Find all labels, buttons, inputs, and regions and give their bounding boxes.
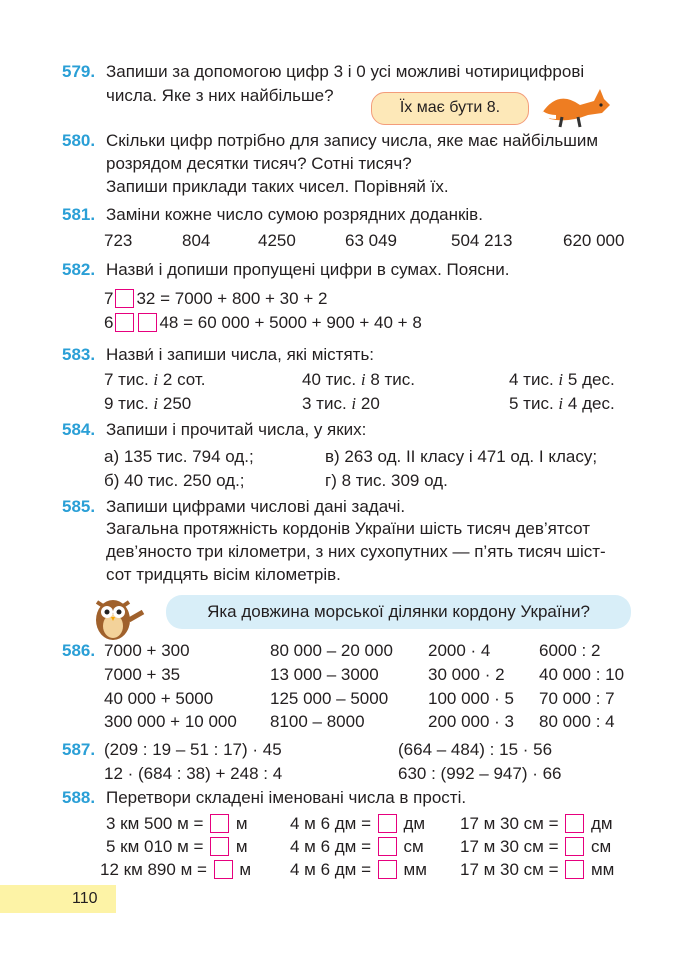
exercise-text: Запиши цифрами числові дані задачі. bbox=[106, 497, 406, 516]
number-item: 620 000 bbox=[563, 231, 625, 250]
answer-box[interactable] bbox=[210, 837, 229, 856]
exercise-text: числа. Яке з них найбільше? bbox=[106, 86, 334, 105]
expression: 2000 · 4 bbox=[428, 641, 491, 660]
expression: 6000 : 2 bbox=[539, 641, 601, 660]
exercise-text: дев’яносто три кілометри, з них сухопутних — п’ять тисяч шіст- bbox=[106, 542, 606, 561]
conversion-item: 17 м 30 см = дм bbox=[460, 814, 613, 833]
hint-text: Їх має бути 8. bbox=[399, 99, 501, 116]
expression: 12 · (684 : 38) + 248 : 4 bbox=[104, 764, 283, 783]
sum-row bbox=[104, 288, 327, 310]
expression: 125 000 – 5000 bbox=[270, 689, 389, 708]
expression: 300 000 + 10 000 bbox=[104, 712, 237, 731]
expression: 40 000 : 10 bbox=[539, 665, 625, 684]
exercise-text: Назви́ і допиши пропущені цифри в сумах. Поясни. bbox=[106, 260, 510, 279]
expression: 8100 – 8000 bbox=[270, 712, 365, 731]
number-description: 4 тис. і 5 дес. bbox=[509, 370, 615, 389]
number-description: 3 тис. і 20 bbox=[302, 394, 380, 413]
exercise-text: Загальна протяжність кордонів України шість тисяч дев’ятсот bbox=[106, 519, 591, 538]
answer-box[interactable] bbox=[210, 814, 229, 833]
fox-icon bbox=[538, 83, 614, 129]
conversion-item: 4 м 6 дм = см bbox=[290, 837, 424, 856]
exercise-number: 586. bbox=[62, 641, 96, 660]
number-description: 9 тис. і 250 bbox=[104, 394, 192, 413]
number-item: 804 bbox=[182, 231, 211, 250]
answer-box[interactable] bbox=[378, 814, 397, 833]
sum-rest: 32 = 7000 + 800 + 30 + 2 bbox=[136, 289, 328, 308]
answer-box[interactable] bbox=[115, 313, 134, 332]
task-item: б) 40 тис. 250 од.; bbox=[104, 471, 245, 490]
expression: 200 000 · 3 bbox=[428, 712, 515, 731]
sum-start: 6 bbox=[104, 313, 114, 332]
conversion-item: 5 км 010 м = м bbox=[106, 837, 248, 856]
exercise-number: 584. bbox=[62, 420, 96, 439]
page-number-bar bbox=[0, 885, 116, 913]
answer-box[interactable] bbox=[378, 837, 397, 856]
hint-bubble bbox=[371, 92, 529, 125]
expression: 630 : (992 – 947) · 66 bbox=[398, 764, 562, 783]
answer-box[interactable] bbox=[565, 837, 584, 856]
conversion-item: 17 м 30 см = см bbox=[460, 837, 612, 856]
exercise-number: 588. bbox=[62, 788, 96, 807]
exercise-number: 580. bbox=[62, 131, 96, 150]
expression: (209 : 19 – 51 : 17) · 45 bbox=[104, 740, 282, 759]
page-number: 110 bbox=[72, 890, 98, 907]
exercise-number: 581. bbox=[62, 205, 96, 224]
exercise-text: Заміни кожне число сумою розрядних доданків. bbox=[106, 205, 483, 224]
exercise-text: Запиши за допомогою цифр 3 і 0 усі можливі чотирицифрові bbox=[106, 62, 585, 81]
expression: 70 000 : 7 bbox=[539, 689, 615, 708]
expression: 13 000 – 3000 bbox=[270, 665, 379, 684]
number-description: 7 тис. і 2 сот. bbox=[104, 370, 206, 389]
exercise-text: Скільки цифр потрібно для запису числа, яке має найбільшим bbox=[106, 131, 599, 150]
exercise-text: Запиши приклади таких чисел. Порівняй їх. bbox=[106, 177, 449, 196]
question-text: Яка довжина морської ділянки кордону України? bbox=[207, 602, 590, 621]
conversion-item: 4 м 6 дм = дм bbox=[290, 814, 426, 833]
expression: 100 000 · 5 bbox=[428, 689, 515, 708]
expression: 80 000 – 20 000 bbox=[270, 641, 393, 660]
exercise-number: 579. bbox=[62, 62, 96, 81]
answer-box[interactable] bbox=[138, 313, 157, 332]
exercise-number: 583. bbox=[62, 345, 96, 364]
answer-box[interactable] bbox=[565, 814, 584, 833]
answer-box[interactable] bbox=[378, 860, 397, 879]
conversion-item: 12 км 890 м = м bbox=[100, 860, 252, 879]
answer-box[interactable] bbox=[214, 860, 233, 879]
exercise-text: сот тридцять вісім кілометрів. bbox=[106, 565, 341, 584]
sum-rest: 48 = 60 000 + 5000 + 900 + 40 + 8 bbox=[159, 313, 422, 332]
sum-row bbox=[104, 312, 422, 334]
conversion-item: 4 м 6 дм = мм bbox=[290, 860, 427, 879]
sum-start: 7 bbox=[104, 289, 114, 308]
answer-box[interactable] bbox=[565, 860, 584, 879]
number-item: 504 213 bbox=[451, 231, 513, 250]
exercise-number: 582. bbox=[62, 260, 96, 279]
exercise-text: розрядом десятки тисяч? Сотні тисяч? bbox=[106, 154, 412, 173]
expression: 7000 + 35 bbox=[104, 665, 181, 684]
expression: (664 – 484) : 15 · 56 bbox=[398, 740, 553, 759]
task-item: в) 263 од. ІІ класу і 471 од. І класу; bbox=[325, 447, 598, 466]
exercise-number: 585. bbox=[62, 497, 96, 516]
exercise-text: Перетвори складені іменовані числа в прості. bbox=[106, 788, 467, 807]
task-item: г) 8 тис. 309 од. bbox=[325, 471, 448, 490]
answer-box[interactable] bbox=[115, 289, 134, 308]
number-item: 723 bbox=[104, 231, 133, 250]
expression: 30 000 · 2 bbox=[428, 665, 505, 684]
exercise-text: Назви́ і запиши числа, які містять: bbox=[106, 345, 375, 364]
number-item: 4250 bbox=[258, 231, 296, 250]
number-description: 40 тис. і 8 тис. bbox=[302, 370, 416, 389]
owl-icon bbox=[83, 590, 145, 644]
number-description: 5 тис. і 4 дес. bbox=[509, 394, 615, 413]
expression: 7000 + 300 bbox=[104, 641, 190, 660]
question-bubble bbox=[166, 595, 631, 629]
task-item: а) 135 тис. 794 од.; bbox=[104, 447, 254, 466]
exercise-number: 587. bbox=[62, 740, 96, 759]
conversion-item: 17 м 30 см = мм bbox=[460, 860, 615, 879]
number-item: 63 049 bbox=[345, 231, 397, 250]
exercise-text: Запиши і прочитай числа, у яких: bbox=[106, 420, 367, 439]
expression: 80 000 : 4 bbox=[539, 712, 615, 731]
conversion-item: 3 км 500 м = м bbox=[106, 814, 248, 833]
expression: 40 000 + 5000 bbox=[104, 689, 214, 708]
